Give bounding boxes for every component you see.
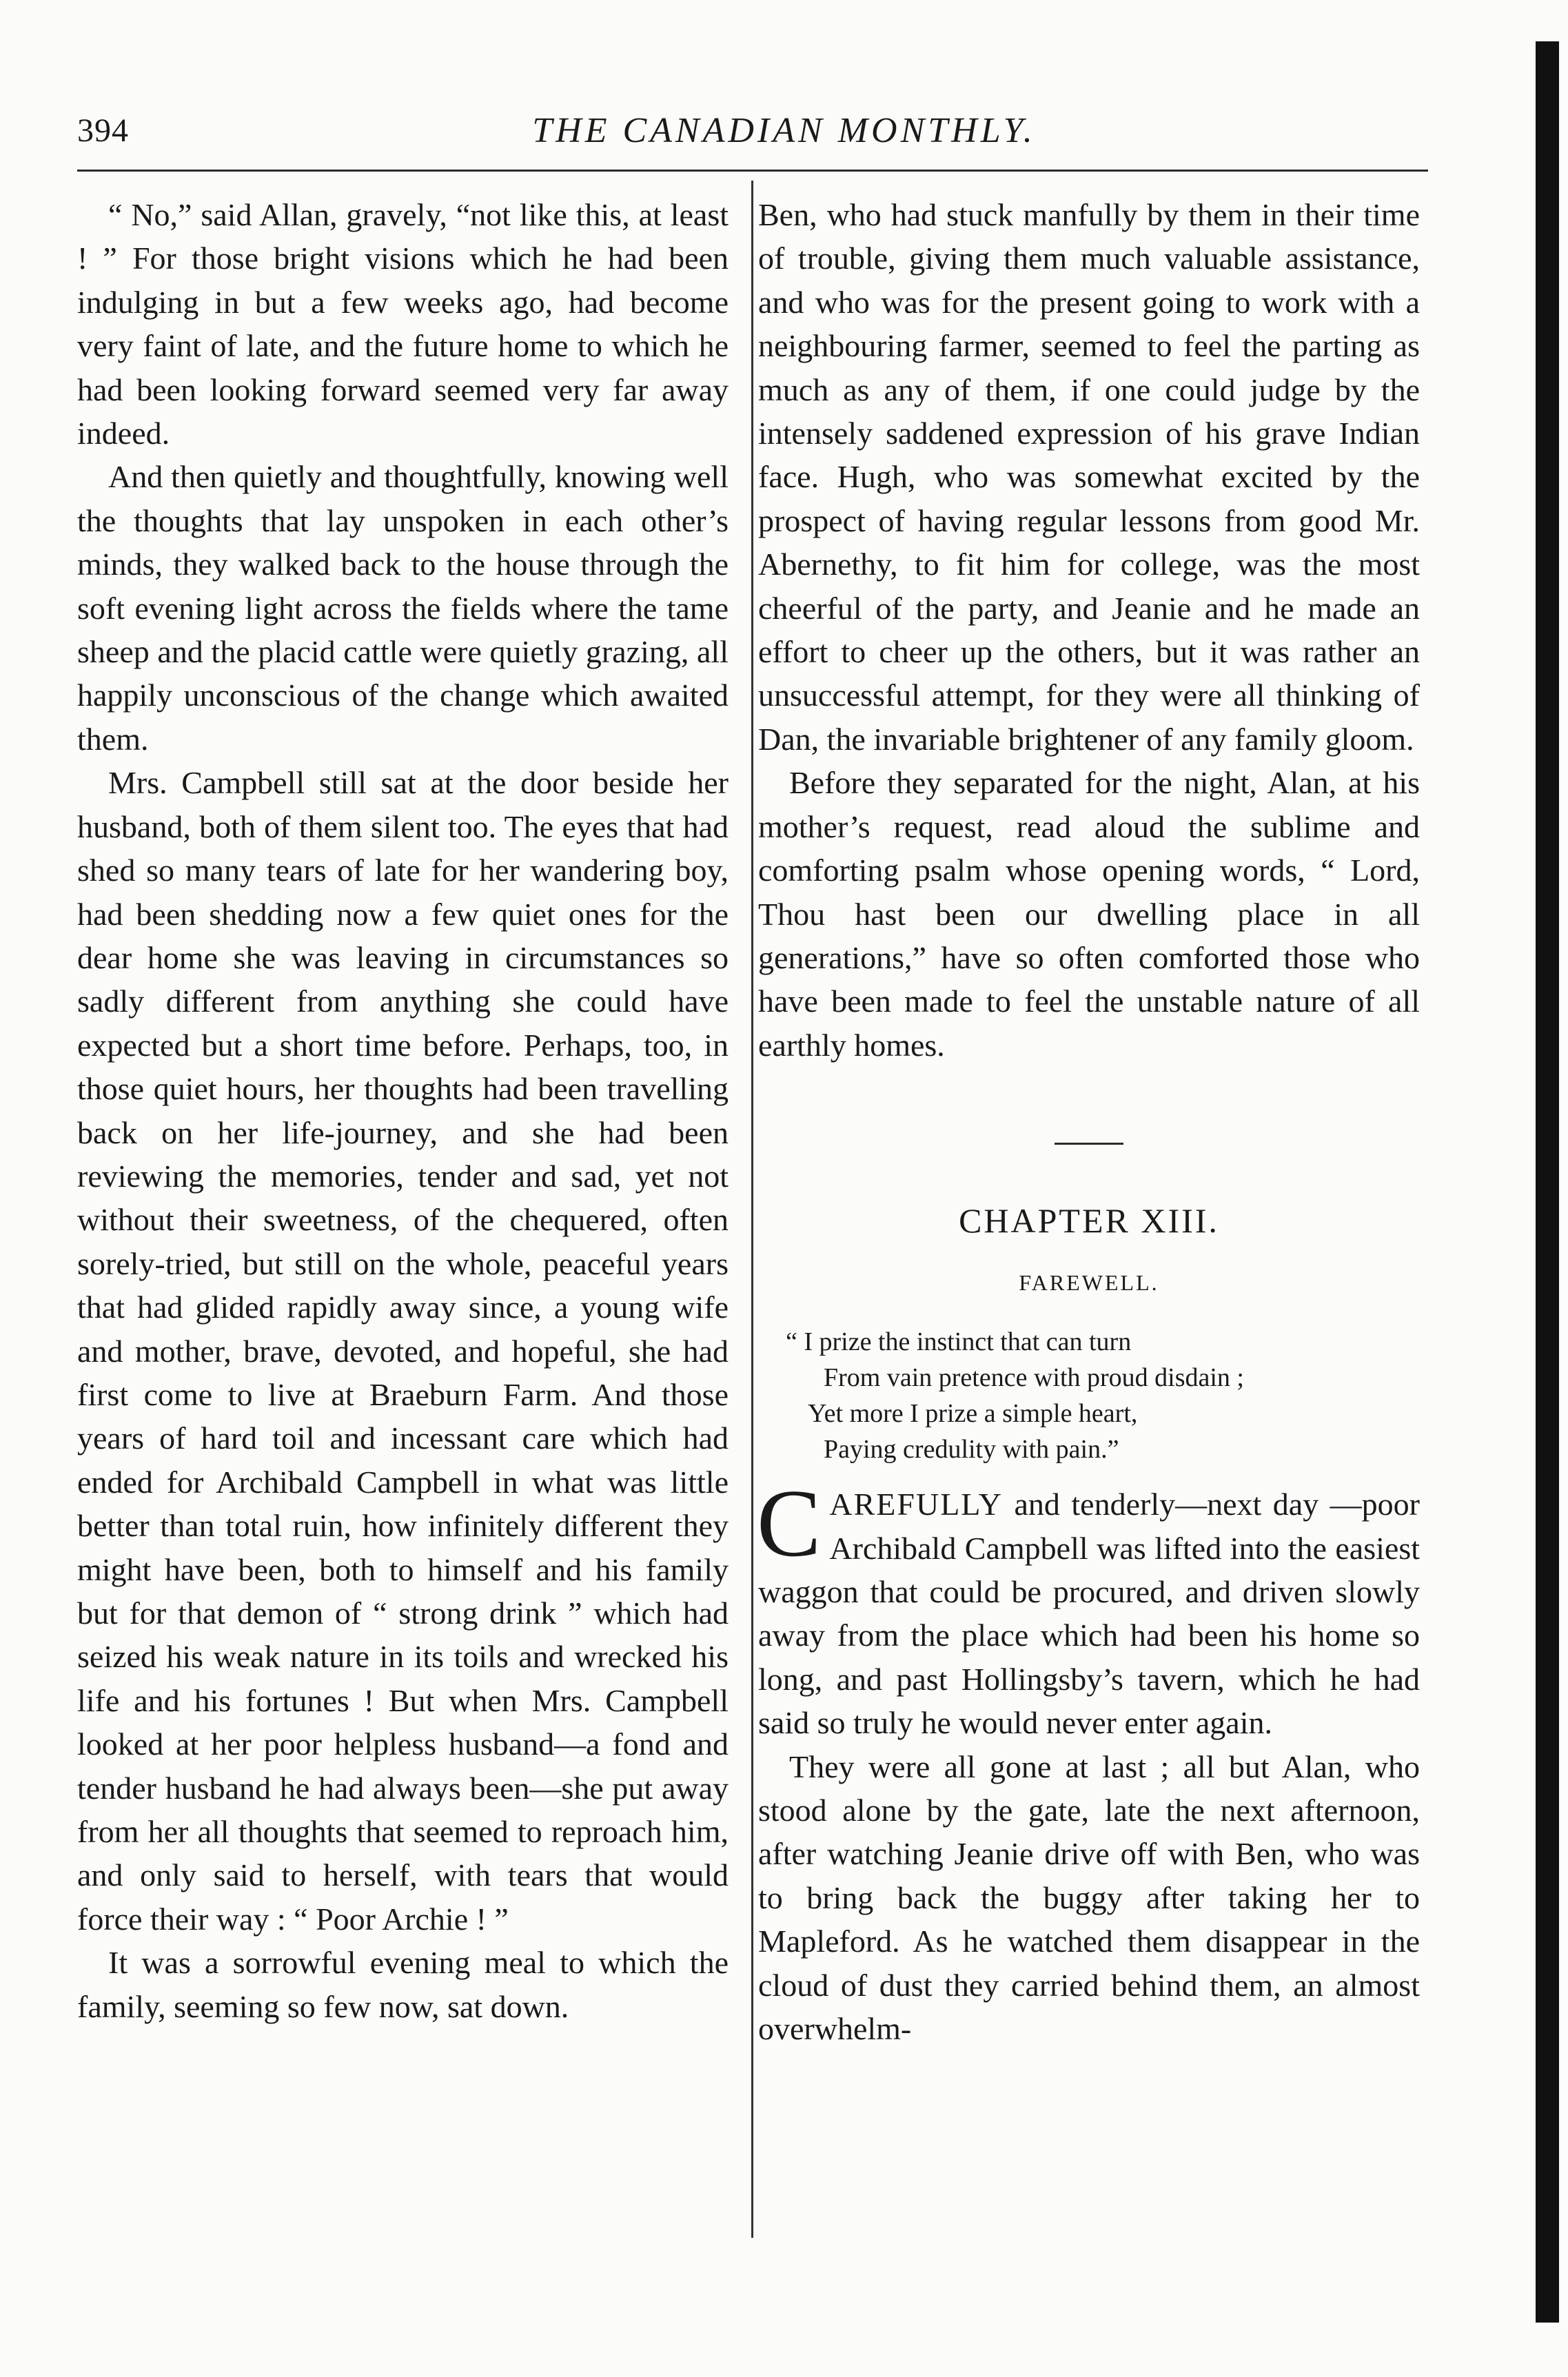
chapter-subtitle: FAREWELL.	[1019, 1270, 1159, 1296]
epigraph-line: Yet more I prize a simple heart,	[808, 1399, 1138, 1429]
chapter-separator	[1055, 1143, 1123, 1145]
paragraph: “ No,” said Allan, gravely, “not like this, at least ! ” For those bright visions which he had been indulging in but a few weeks ago, had become very faint of late, and the future home to which he had been looking forward seemed very far away indeed.	[77, 197, 729, 451]
right-column	[758, 193, 1420, 2050]
page-edge-bar	[1536, 41, 1559, 2323]
paragraph: Before they separated for the night, Alan, at his mother’s request, read aloud the sublime and comforting psalm whose opening words, “ Lord, Thou hast been our dwelling place in all generations,” have so often comforted those who have been made to feel the unstable nature of all earthly homes.	[758, 765, 1420, 1063]
header-rule	[77, 170, 1428, 172]
chapter-opening	[757, 1470, 1420, 2050]
epigraph-line: From vain pretence with proud disdain ;	[824, 1363, 1244, 1393]
left-column	[77, 193, 729, 2028]
opening-text: and tenderly—next day —poor Archibald Campbell was lifted into the easiest waggon that could be procured, and driven slowly away from the place which had been his home so long, and past Hollingsby’s tavern, which he had said so truly he would never enter again.	[758, 1487, 1420, 1741]
page-number: 394	[77, 112, 129, 149]
epigraph-line: “ I prize the instinct that can turn	[786, 1327, 1132, 1357]
column-divider	[751, 181, 753, 2238]
chapter-title: CHAPTER XIII.	[959, 1201, 1219, 1241]
paragraph: And then quietly and thoughtfully, knowing well the thoughts that lay unspoken in each other’s minds, they walked back to the house through the soft evening light across the fields where the tame sheep and the placid cattle were quietly grazing, all happily unconscious of the change which awaited them.	[77, 459, 729, 757]
paragraph: They were all gone at last ; all but Alan, who stood alone by the gate, late the next afternoon, after watching Jeanie drive off with Ben, who was to bring back the buggy after taking her to Mapleford. As he watched them disappear in the cloud of dust they carried behind them, an almost overwhelm-	[758, 1748, 1420, 2046]
paragraph: Ben, who had stuck manfully by them in their time of trouble, giving them much valuable assistance, and who was for the present going to work with a neighbouring farmer, seemed to feel the parting as much as any of them, if one could judge by the intensely saddened expression of his grave Indian face. Hugh, who was somewhat excited by the prospect of having regular lessons from good Mr. Abernethy, to fit him for college, was the most cheerful of the party, and Jeanie and he made an effort to cheer up the others, but it was rather an unsuccessful attempt, for they were all thinking of Dan, the invariable brightener of any family gloom.	[758, 197, 1420, 757]
paragraph: It was a sorrowful evening meal to which the family, seeming so few now, sat down.	[77, 1945, 729, 2024]
drop-cap: C	[757, 1470, 822, 1578]
opening-paragraph	[757, 1470, 1420, 1744]
opening-smallcaps: AREFULLY	[829, 1487, 1004, 1522]
paragraph: Mrs. Campbell still sat at the door beside her husband, both of them silent too. The eyes that had shed so many tears of late for her wandering boy, had been shedding now a few quiet ones for the dear home she was leaving in circumstances so sadly different from anything she could have expected but a short time before. Perhaps, too, in those quiet hours, her thoughts had been travelling back on her life-journey, and she had been reviewing the memories, tender and sad, yet not without their sweetness, of the chequered, often sorely-tried, but still on the whole, peaceful years that had glided rapidly away since, a young wife and mother, brave, devoted, and hopeful, she had first come to live at Braeburn Farm. And those years of hard toil and incessant care which had ended for Archibald Campbell in what was little better than total ruin, how infinitely different they might have been, both to himself and his family but for that demon of “ strong drink ” which had seized his weak nature in its toils and wrecked his life and his fortunes ! But when Mrs. Campbell looked at her poor helpless husband—a fond and tender husband he had always been—she put away from her all thoughts that seemed to reproach him, and only said to herself, with tears that would force their way : “ Poor Archie ! ”	[77, 765, 729, 1937]
epigraph-line: Paying credulity with pain.”	[824, 1435, 1119, 1465]
epigraph	[786, 1324, 1420, 1467]
running-title: THE CANADIAN MONTHLY.	[532, 111, 1036, 150]
